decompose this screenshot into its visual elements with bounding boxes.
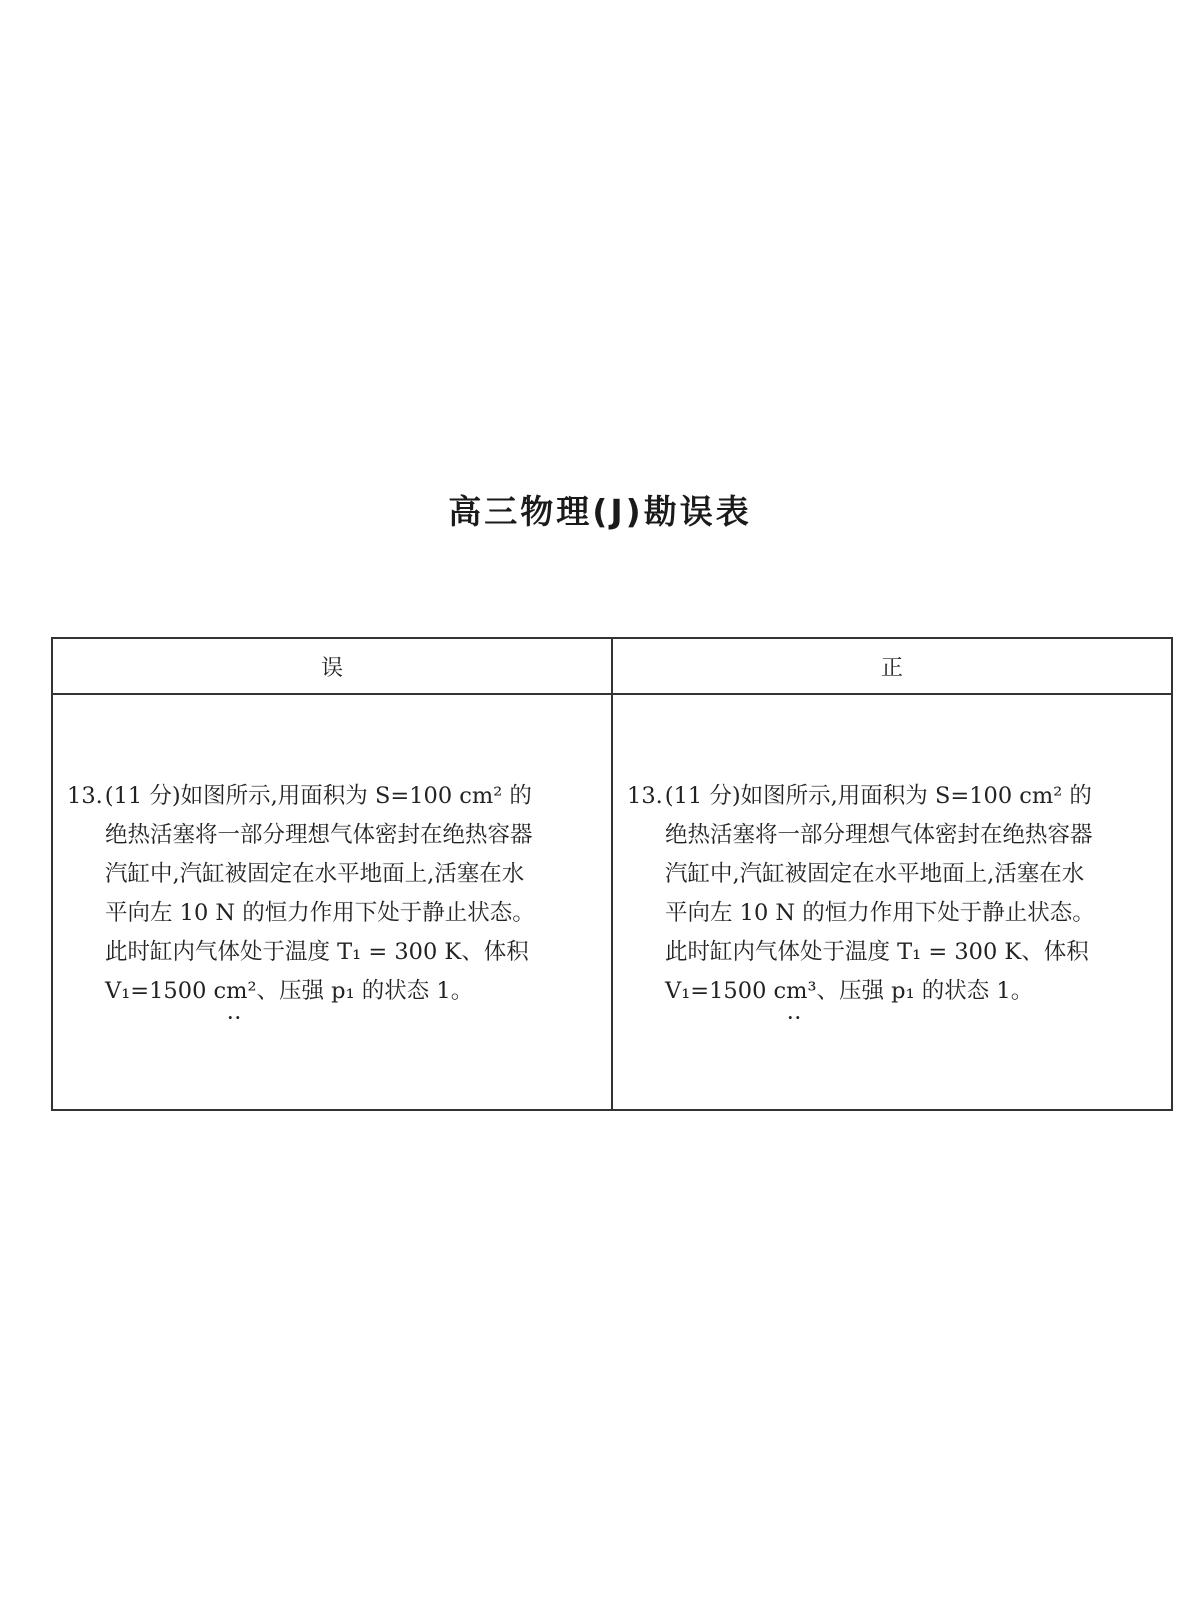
table-row <box>52 694 1172 1110</box>
table-header-row <box>52 638 1172 694</box>
emphasis-dots: ·· <box>227 1008 243 1027</box>
wrong-line-6: V₁=1500 cm² ·· 、压强 p₁ 的状态 1。 <box>67 972 597 1011</box>
wrong-line-2: 绝热活塞将一部分理想气体密封在绝热容器 <box>105 822 533 848</box>
wrong-line-3: 汽缸中,汽缸被固定在水平地面上,活塞在水 <box>105 861 525 887</box>
correct-line-6: V₁=1500 cm³ ·· 、压强 p₁ 的状态 1。 <box>627 972 1157 1011</box>
header-wrong: 误 <box>52 638 612 694</box>
errata-table <box>51 637 1173 1111</box>
correct-emphasized-unit: cm³ ·· <box>773 978 817 1027</box>
question-number: 13. <box>67 783 103 809</box>
wrong-line-1: 13.(11 分)如图所示,用面积为 S=100 cm² 的 <box>67 783 532 809</box>
correct-line-4: 平向左 10 N 的恒力作用下处于静止状态。 <box>665 900 1095 926</box>
correct-line-3: 汽缸中,汽缸被固定在水平地面上,活塞在水 <box>665 861 1085 887</box>
correct-line-5: 此时缸内气体处于温度 T₁ = 300 K、体积 <box>665 939 1089 965</box>
correct-line-2: 绝热活塞将一部分理想气体密封在绝热容器 <box>665 822 1093 848</box>
wrong-line-4: 平向左 10 N 的恒力作用下处于静止状态。 <box>105 900 535 926</box>
wrong-emphasized-unit: cm² ·· <box>213 978 257 1027</box>
page-title: 高三物理(J)勘误表 <box>448 492 752 531</box>
wrong-question-text <box>67 777 597 1027</box>
correct-line-1: 13.(11 分)如图所示,用面积为 S=100 cm² 的 <box>627 783 1092 809</box>
correct-cell <box>612 694 1172 1110</box>
emphasis-dots: ·· <box>787 1008 803 1027</box>
question-number: 13. <box>627 783 663 809</box>
correct-question-text <box>627 777 1157 1027</box>
wrong-cell <box>52 694 612 1110</box>
wrong-line-5: 此时缸内气体处于温度 T₁ = 300 K、体积 <box>105 939 529 965</box>
header-correct: 正 <box>612 638 1172 694</box>
